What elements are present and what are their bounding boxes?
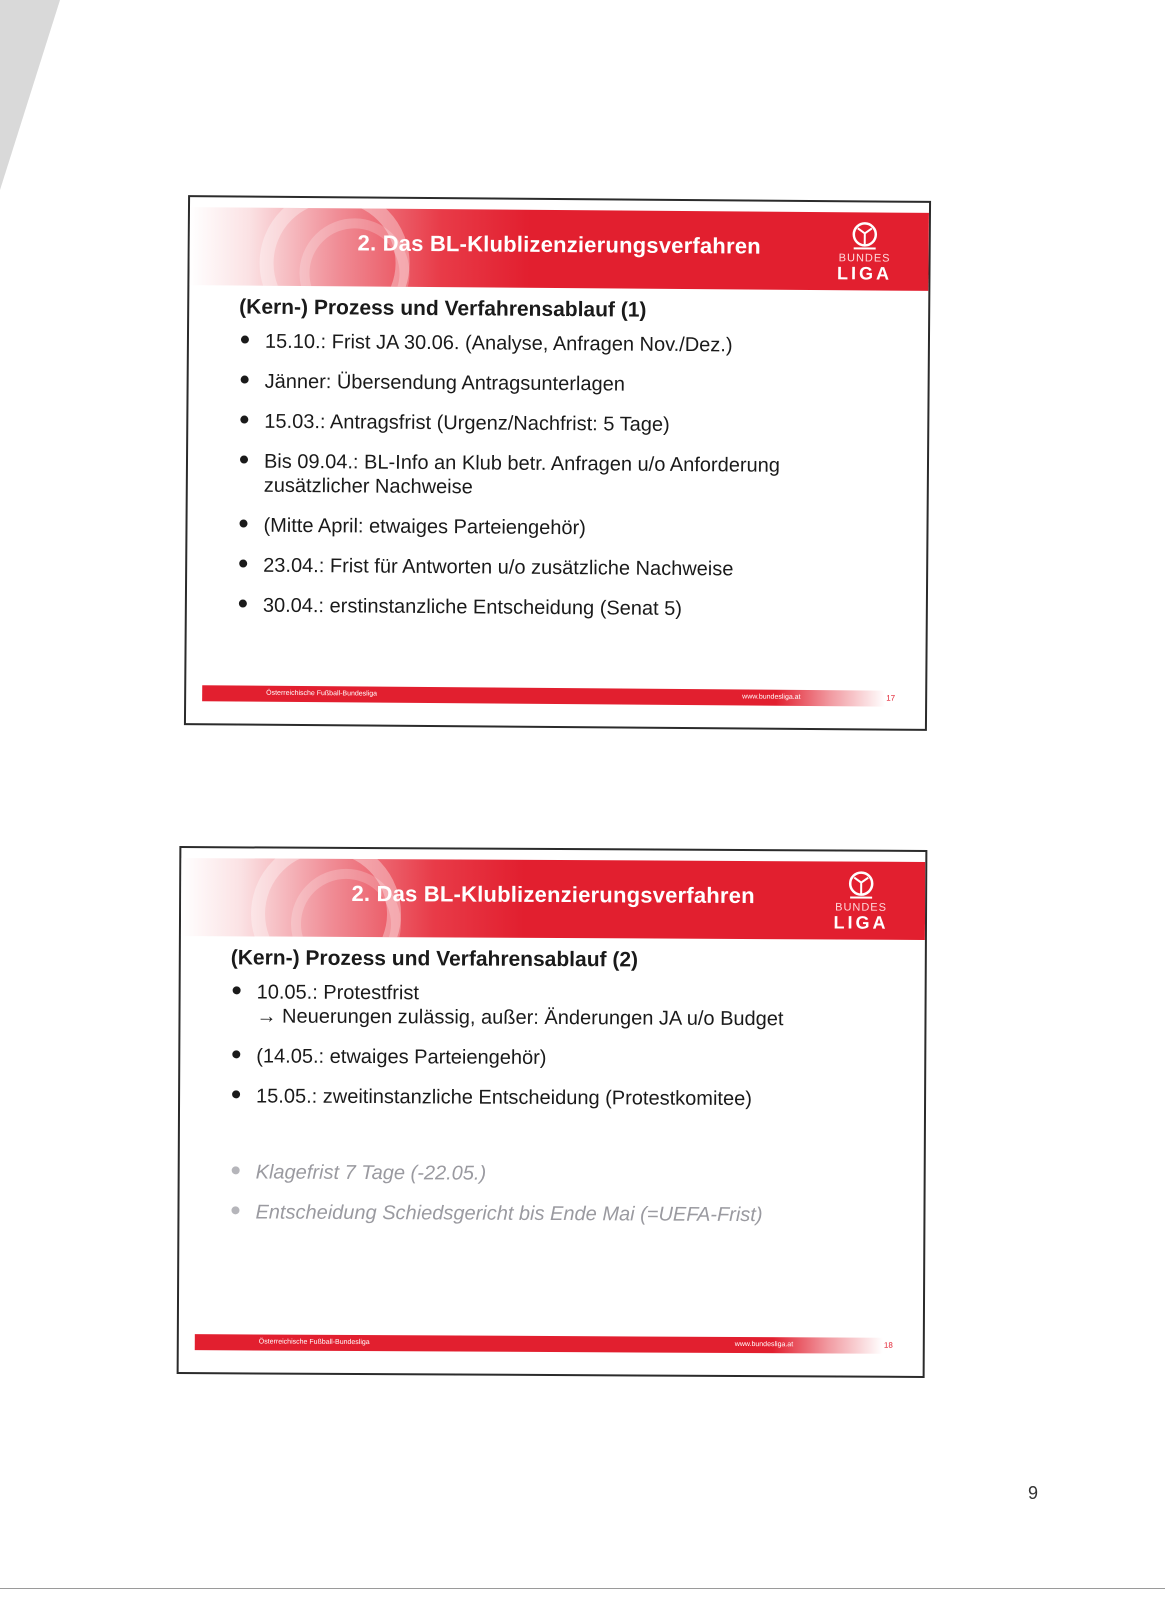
bullet-dot-icon: [232, 1050, 240, 1058]
footer-url: www.bundesliga.at: [742, 693, 801, 701]
scan-shadow-edge: [0, 0, 90, 200]
bullet-dot-icon: [231, 1206, 239, 1214]
bullet-text: Jänner: Übersendung Antragsunterlagen: [264, 370, 625, 396]
slide-subtitle: (Kern-) Prozess und Verfahrensablauf (1): [239, 295, 647, 322]
slide-page-number: 17: [886, 693, 896, 703]
bullet-item: [237, 553, 886, 582]
slide-header: [189, 207, 929, 291]
bullet-dot-icon: [239, 520, 247, 528]
logo-word-liga: LIGA: [833, 912, 889, 933]
slide-header: [181, 858, 925, 940]
bullet-item: [230, 1044, 884, 1071]
logo-word-bundes: BUNDES: [838, 252, 891, 265]
scan-bottom-line: [0, 1588, 1165, 1589]
bullet-item-muted: [229, 1200, 883, 1227]
footer-organization: Österreichische Fußball-Bundesliga: [258, 1338, 370, 1347]
slide-page-number: 18: [883, 1340, 893, 1350]
footer-url: www.bundesliga.at: [734, 1340, 794, 1349]
bullet-item: [238, 409, 887, 438]
bullet-dot-icon: [241, 376, 249, 384]
bullet-text: 30.04.: erstinstanzliche Entscheidung (Senat 5): [262, 594, 683, 620]
logo-word-bundes: BUNDES: [835, 901, 888, 914]
bullet-text: Klagefrist 7 Tage (-22.05.): [255, 1161, 487, 1185]
bullet-text: 15.03.: Antragsfrist (Urgenz/Nachfrist: 5 Tage): [264, 410, 670, 436]
bullet-item-muted: [230, 1160, 884, 1187]
bullet-dot-icon: [232, 1166, 240, 1174]
bullet-dot-icon: [232, 1090, 240, 1098]
bullet-dot-icon: [239, 560, 247, 568]
bullet-text: 10.05.: Protestfrist: [256, 981, 419, 1005]
bullet-text-continued: zusätzlicher Nachweise: [263, 474, 473, 499]
bullet-dot-icon: [241, 336, 249, 344]
bullet-item: [230, 1084, 884, 1111]
logo-word-liga: LIGA: [836, 263, 893, 284]
bullet-item: [230, 980, 884, 1031]
bullet-text: Bis 09.04.: BL-Info an Klub betr. Anfragen u/o Anforderung: [263, 450, 780, 477]
bullet-dot-icon: [240, 456, 248, 464]
bullet-item: [237, 593, 886, 622]
bundesliga-logo: [824, 220, 905, 287]
bullet-list: [229, 980, 884, 1243]
bullet-text: 15.05.: zweitinstanzliche Entscheidung (Protestkomitee): [256, 1085, 752, 1111]
bullet-text: 15.10.: Frist JA 30.06. (Analyse, Anfragen Nov./Dez.): [264, 330, 733, 357]
bullet-item: [239, 369, 888, 398]
ball-icon: [849, 220, 881, 250]
bullet-text: (Mitte April: etwaiges Parteiengehör): [263, 514, 586, 540]
bullet-dot-icon: [239, 600, 247, 608]
slide-subtitle: (Kern-) Prozess und Verfahrensablauf (2): [230, 946, 639, 972]
bullet-item: [238, 449, 887, 502]
bullet-dot-icon: [240, 416, 248, 424]
slide-title: 2. Das BL-Klublizenzierungsverfahren: [351, 880, 755, 909]
slide-2: [177, 846, 928, 1378]
bullet-text-continued: → Neuerungen zulässig, außer: Änderungen JA u/o Budget: [256, 1005, 784, 1031]
bullet-text: 23.04.: Frist für Antworten u/o zusätzliche Nachweise: [263, 554, 734, 581]
bundesliga-logo: [821, 869, 901, 935]
bullet-list: [237, 329, 888, 638]
page-number: 9: [1028, 1483, 1039, 1503]
slide-footer: [202, 685, 896, 706]
bullet-text: (14.05.: etwaiges Parteiengehör): [256, 1045, 547, 1069]
bullet-dot-icon: [233, 986, 241, 994]
ball-icon: [845, 870, 877, 900]
slide-title: 2. Das BL-Klublizenzierungsverfahren: [357, 230, 761, 259]
slide-footer: [195, 1334, 893, 1354]
bullet-text: Entscheidung Schiedsgericht bis Ende Mai (=UEFA-Frist): [255, 1201, 763, 1227]
slide-1: [184, 195, 931, 731]
bullet-item: [237, 513, 886, 542]
bullet-item: [239, 329, 888, 358]
footer-organization: Österreichische Fußball-Bundesliga: [266, 689, 378, 698]
